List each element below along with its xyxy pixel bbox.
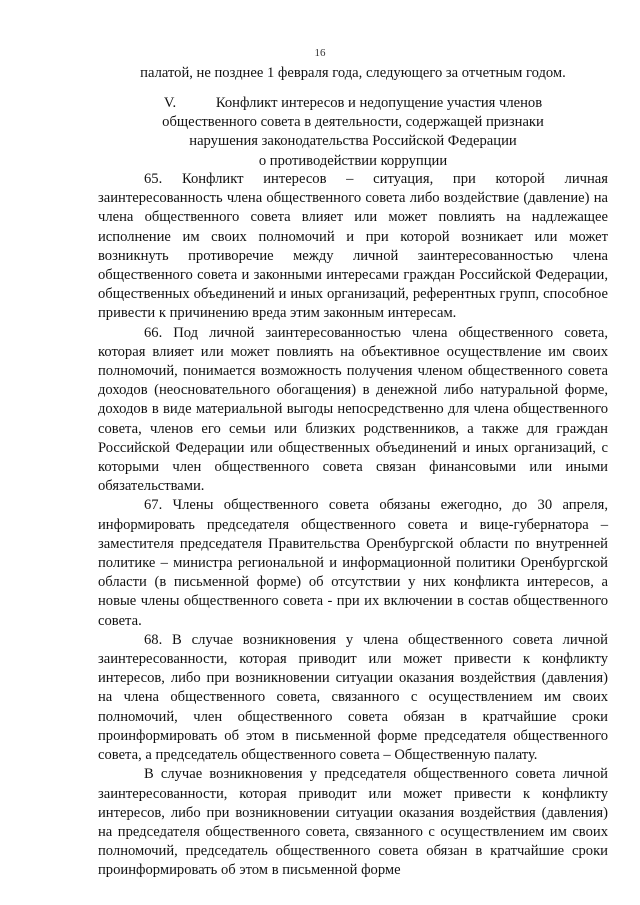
paragraph-66: 66. Под личной заинтересованностью члена общественного совета, которая влияет или может повлиять на объективное осуществление им своих полномочий, понимается возможность получения членом общественного совета доходов (неосновательного обогащения) в денежной либо натуральной форме, доходов в виде материальной выгоды непосредственно для члена общественного совета, членов его семьи или близких родственников, а также для граждан Российской Федерации или общественных объединений и иных организаций, с которыми член общественного совета связан финансовыми или иными обязательствами. (98, 324, 608, 495)
paragraph-68: 68. В случае возникновения у члена общественного совета личной заинтересованности, которая приводит или может привести к конфликту интересов, либо при возникновении ситуации оказания воздействия (давления) на члена общественного совета, связанного с осуществлением им своих полномочий, член общественного совета обязан в кратчайшие сроки проинформировать об этом в письменной форме председателя общественного совета, а председатель общественного совета – Общественную палату. (98, 631, 608, 764)
page-number: 16 (314, 47, 326, 59)
section-title-line: нарушения законодательства Российской Федерации (189, 133, 517, 150)
section-title-line: Конфликт интересов и недопущение участия членов (215, 95, 543, 111)
carry-over-text: палатой, не позднее 1 февраля года, следующего за отчетным годом. (140, 65, 566, 81)
section-title-line: о противодействии коррупции (258, 152, 448, 169)
section-title-line: общественного совета в деятельности, содержащей признаки (162, 114, 544, 131)
document-body (98, 170, 608, 881)
section-number: V. (163, 95, 177, 111)
section-heading-line-1 (98, 94, 608, 113)
paragraph-65: 65. Конфликт интересов – ситуация, при которой личная заинтересованность члена общественного совета либо воздействие (давление) на члена общественного совета влияет или может повлиять на надлежащее исполнение им своих полномочий и при которой возникает или может возникнуть противоречие между личной заинтересованностью члена общественного совета и законными интересами граждан Российской Федерации, общественных объединений и иных организаций, референтных групп, способное привести к причинению вреда этим законным интересам. (98, 171, 608, 322)
paragraph-67: 67. Члены общественного совета обязаны ежегодно, до 30 апреля, информировать председателя общественного совета и вице-губернатора – заместителя председателя Правительства Оренбургской области по внутренней политике – министра региональной и информационной политики Оренбургской области (в письменной форме) об отсутствии у них конфликта интересов, а новые члены общественного совета - при их включении в состав общественного совета. (98, 497, 608, 629)
paragraph-68-continuation: В случае возникновения у председателя общественного совета личной заинтересованности, которая приводит или может привести к конфликту интересов, либо при возникновении ситуации оказания воздействия (давления) на председателя общественного совета, связанного с осуществлением им своих полномочий, председатель общественного совета обязан в кратчайшие сроки проинформировать об этом в письменной форме (98, 766, 608, 879)
section-heading (98, 94, 608, 171)
